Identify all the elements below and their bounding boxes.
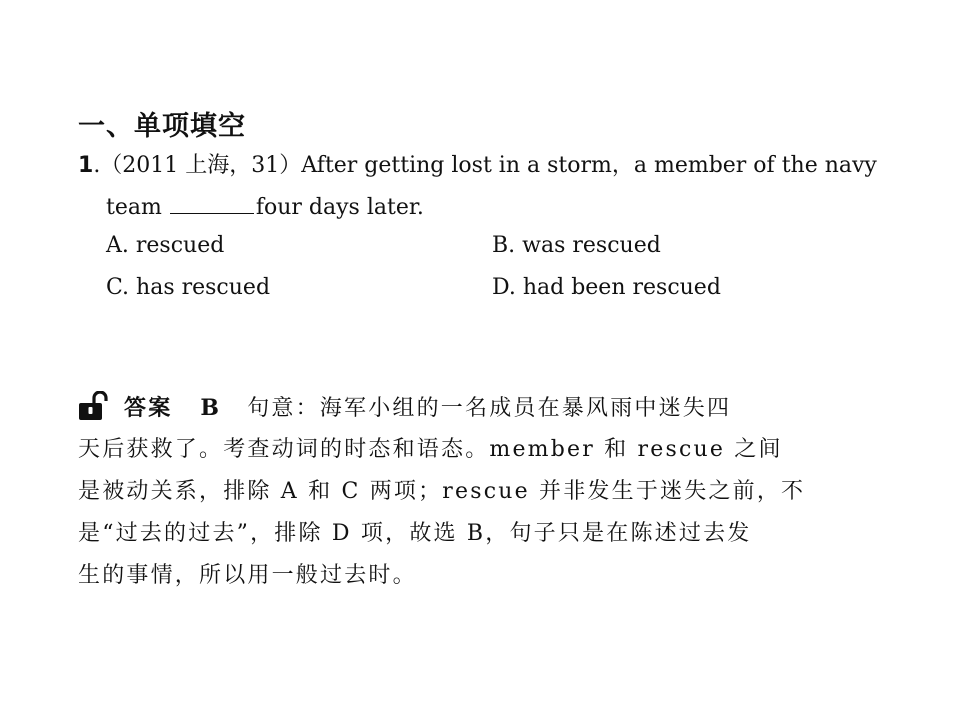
open-lock-icon	[78, 391, 112, 421]
question-stem-after-blank: four days later.	[255, 195, 424, 220]
options-list	[78, 230, 898, 322]
question-source: .（2011 上海，31）	[93, 153, 302, 178]
question-block	[78, 150, 898, 322]
answer-block	[78, 390, 888, 600]
answer-line-2: 天后获救了。考查动词的时态和语态。member 和 rescue 之间	[78, 437, 783, 462]
option-a: A. rescued	[106, 233, 225, 258]
option-b: B. was rescued	[492, 233, 661, 258]
answer-label: 答案	[124, 396, 173, 421]
answer-line-1	[78, 390, 888, 432]
question-stem-before-blank: team	[106, 195, 162, 220]
question-stem-line-1	[78, 150, 898, 182]
answer-line-3: 是被动关系，排除 A 和 C 两项；rescue 并非发生于迷失之前，不	[78, 479, 806, 504]
answer-key: B	[200, 395, 222, 421]
answer-blank	[170, 193, 254, 214]
question-stem-line-2	[78, 192, 898, 224]
answer-line-5: 生的事情，所以用一般过去时。	[78, 563, 417, 588]
question-stem-text: After getting lost in a storm，a member of the navy	[301, 153, 877, 178]
question-number: 1	[78, 153, 94, 178]
explanation-text: 句意：海军小组的一名成员在暴风雨中迷失四	[247, 396, 732, 421]
answer-line-4: 是“过去的过去”，排除 D 项，故选 B，句子只是在陈述过去发	[78, 521, 752, 546]
section-title: 一、单项填空	[78, 111, 246, 142]
option-d: D. had been rescued	[492, 275, 721, 300]
option-c: C. has rescued	[106, 275, 271, 300]
